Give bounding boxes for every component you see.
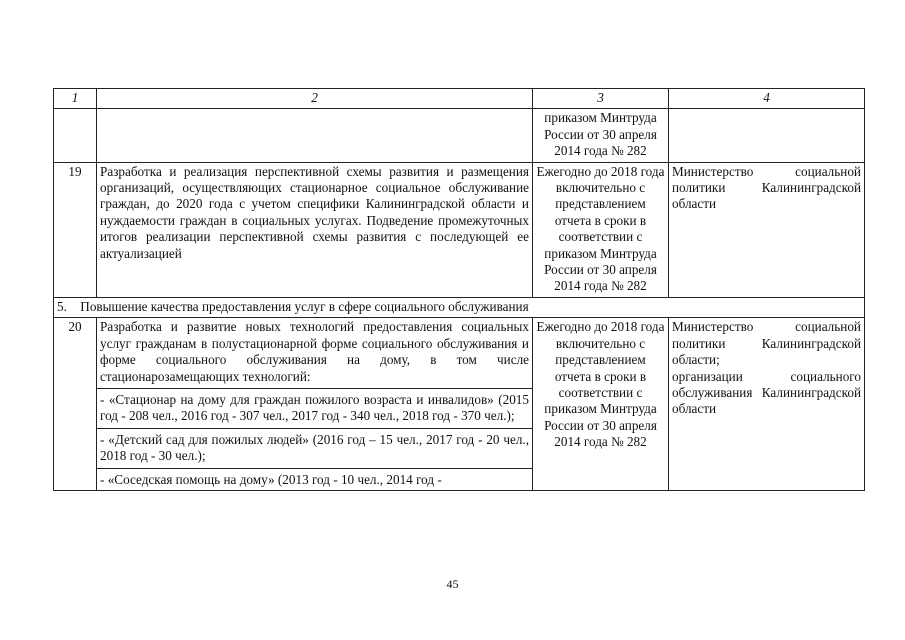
row-subitem-1: - «Стационар на дому для граждан пожилого возраста и инвалидов» (2015 год - 208 чел., 2016 год - 307 чел., 2017 год - 340 чел., 2018 год - 370 чел.); <box>97 388 532 425</box>
row-responsible-2: организации социального обслуживания Калининградской области <box>672 368 861 417</box>
row-text: Разработка и реализация перспективной схемы развития и размещения организаций, осуществляющих стационарное социальное обслуживание граждан, до 2020 года с учетом специфики Калининградской области и нуждаемости граждан в социальных услугах. Подведение промежуточных итогов реализации перспективной схемы развития с последующей ее актуализацией <box>97 162 533 297</box>
row-number: 20 <box>54 318 97 491</box>
row-number-empty <box>54 109 97 162</box>
row-subitem-3: - «Соседская помощь на дому» (2013 год - 10 чел., 2014 год - <box>97 468 532 488</box>
row-number: 19 <box>54 162 97 297</box>
table-row-continuation <box>54 109 865 162</box>
section-heading <box>54 297 865 317</box>
row-responsible: Министерство социальной политики Калининградской области <box>669 162 865 297</box>
row-text <box>97 318 533 491</box>
row-deadline: Ежегодно до 2018 года включительно с представлением отчета в сроки в соответствии с приказом Минтруда России от 30 апреля 2014 года № 282 <box>533 318 669 491</box>
header-col-3: 3 <box>533 89 669 109</box>
plan-table <box>53 88 865 491</box>
header-col-4: 4 <box>669 89 865 109</box>
row-deadline: Ежегодно до 2018 года включительно с представлением отчета в сроки в соответствии с приказом Минтруда России от 30 апреля 2014 года № 282 <box>533 162 669 297</box>
row-responsible-empty <box>669 109 865 162</box>
row-text-empty <box>97 109 533 162</box>
row-responsible <box>669 318 865 491</box>
row-text-intro: Разработка и развитие новых технологий предоставления социальных услуг гражданам в полустационарной форме социального обслуживания и форме социального обслуживания на дому, в том числе стационарозамещающих технологий: <box>100 319 529 384</box>
section-row-5 <box>54 297 865 317</box>
header-col-2: 2 <box>97 89 533 109</box>
row-responsible-1: Министерство социальной политики Калининградской области; <box>672 319 861 368</box>
header-col-1: 1 <box>54 89 97 109</box>
row-deadline: приказом Минтруда России от 30 апреля 2014 года № 282 <box>533 109 669 162</box>
section-title: Повышение качества предоставления услуг в сфере социального обслуживания <box>80 298 529 314</box>
row-subitem-2: - «Детский сад для пожилых людей» (2016 год – 15 чел., 2017 год - 20 чел., 2018 год - 30 чел.); <box>97 428 532 465</box>
section-number: 5. <box>57 298 67 314</box>
page-number: 45 <box>446 577 459 591</box>
header-row <box>54 89 865 109</box>
table-row-20 <box>54 318 865 491</box>
table-row-19 <box>54 162 865 297</box>
